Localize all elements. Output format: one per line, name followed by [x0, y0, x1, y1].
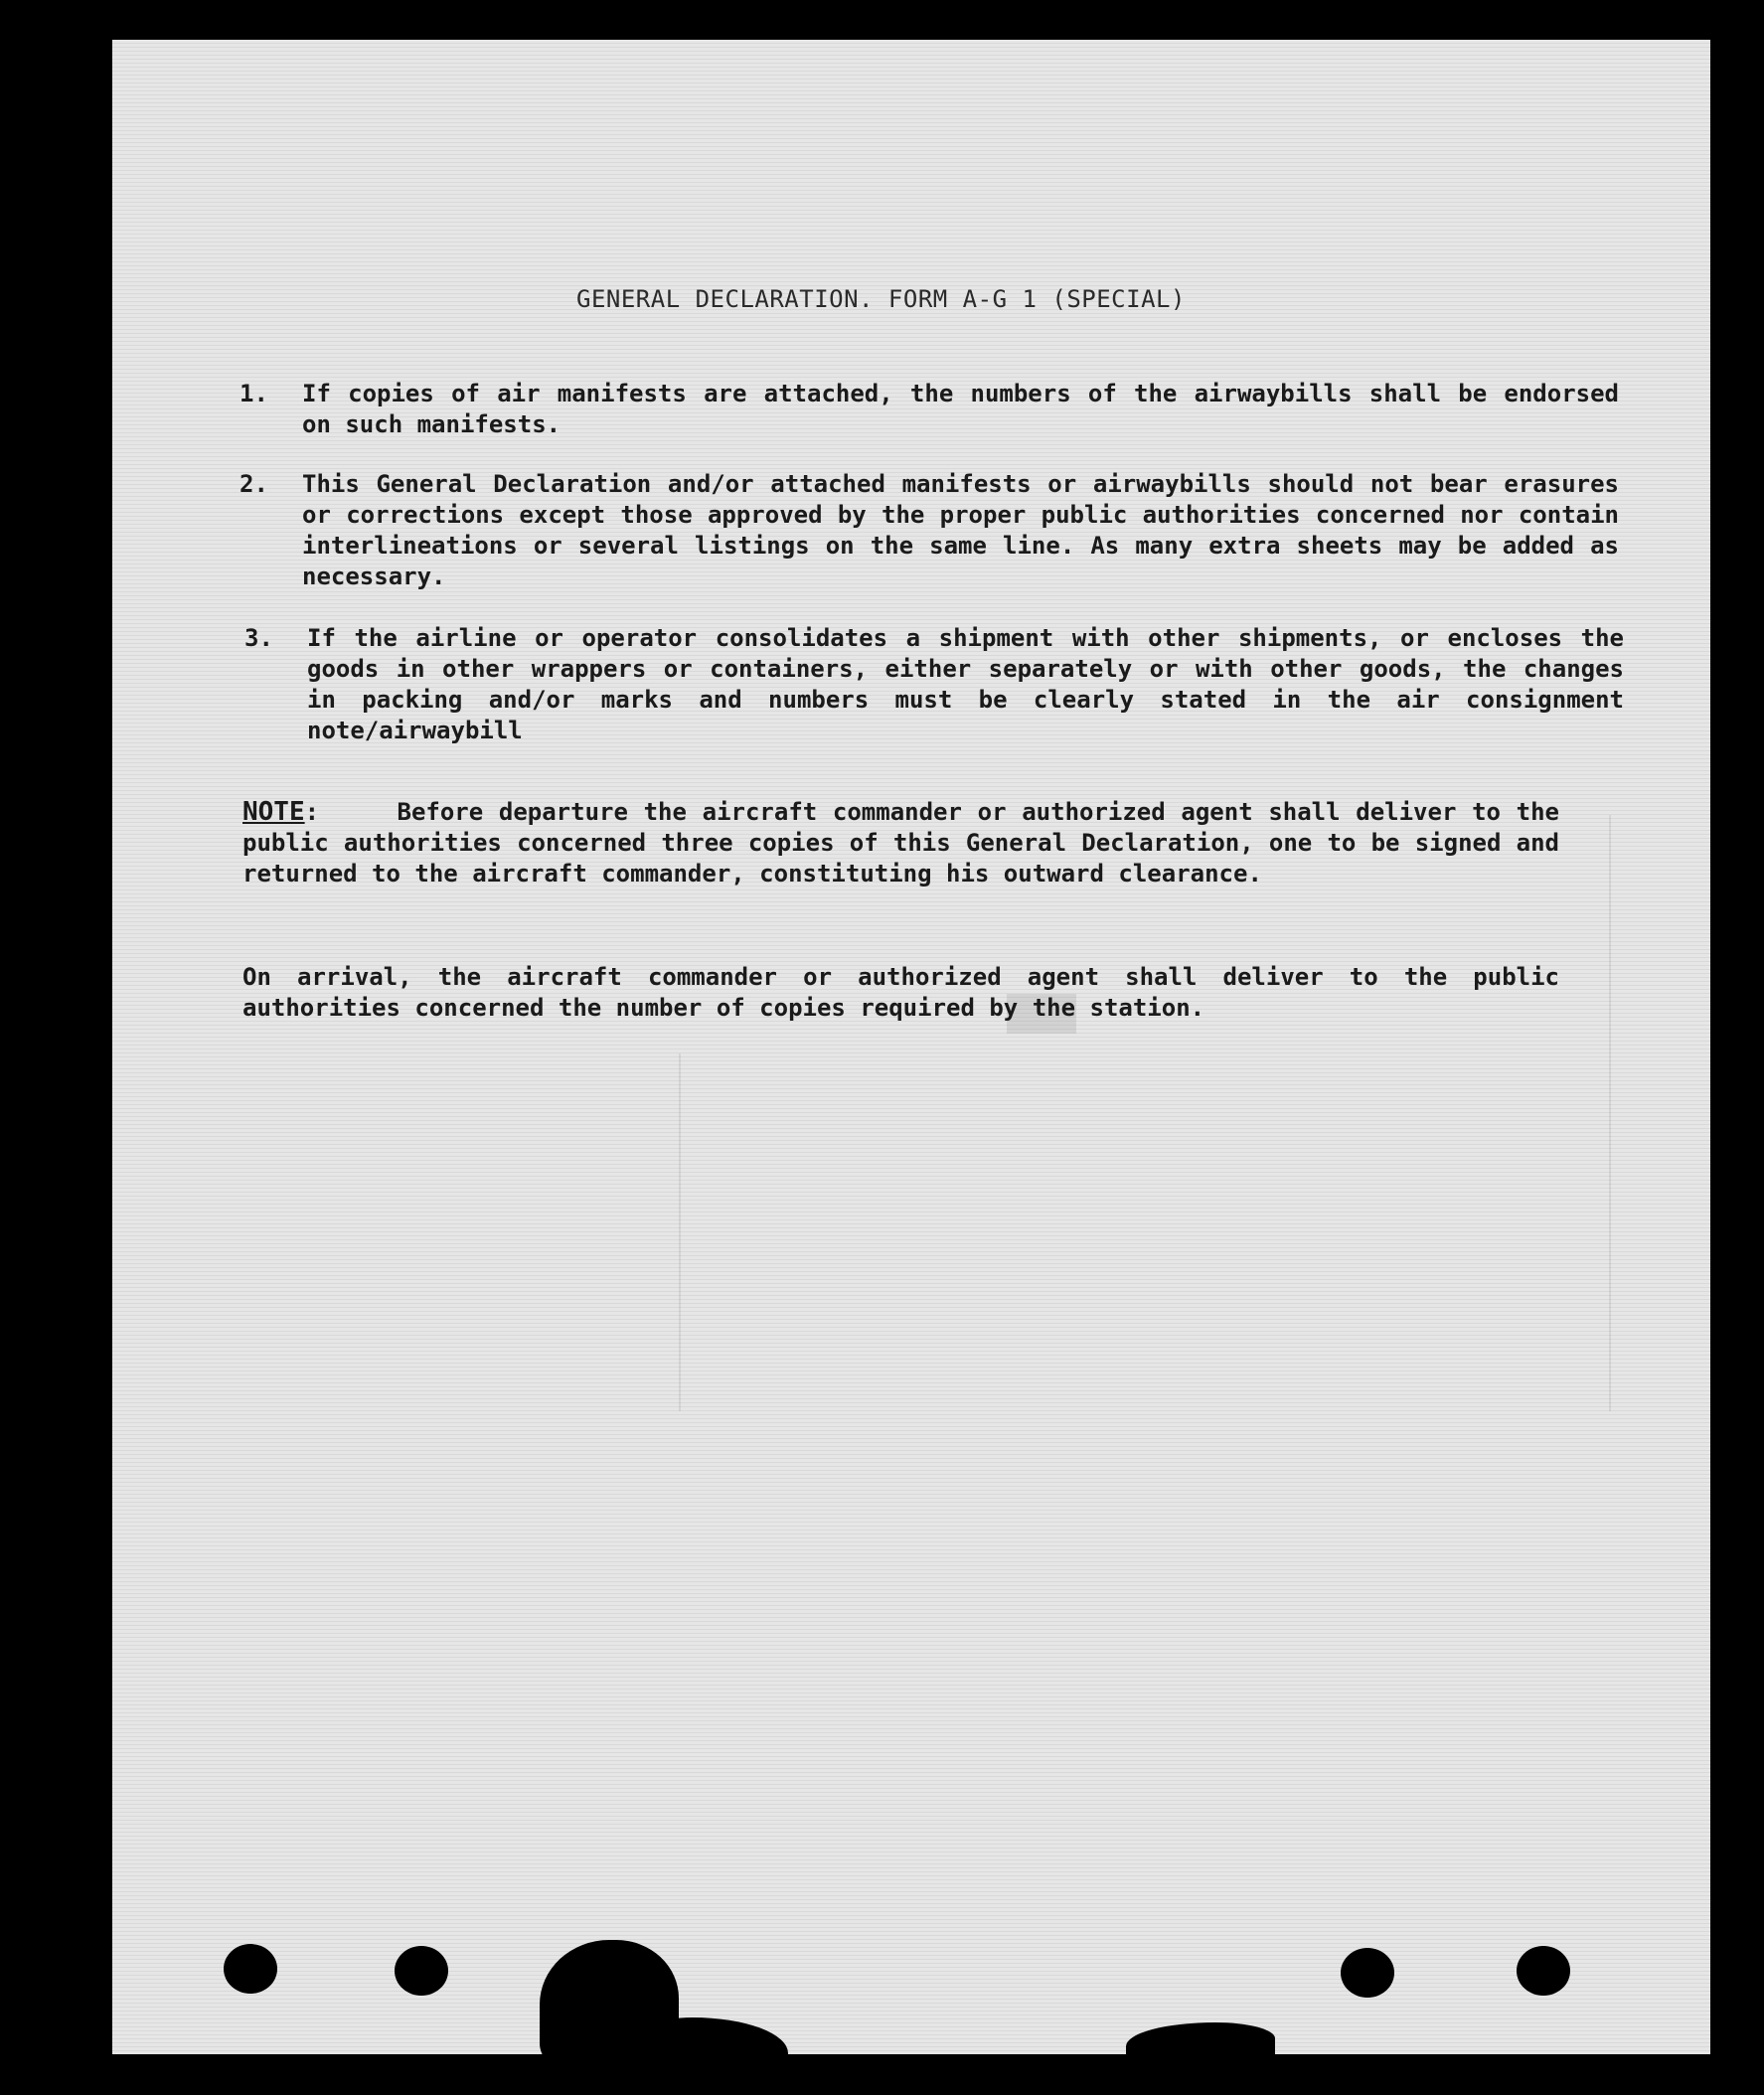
punch-hole [395, 1946, 448, 1996]
list-item-text: If copies of air manifests are attached, the numbers of the airwaybills shall be endorsed on such manifests. [302, 380, 1619, 438]
list-item-number: 1. [240, 380, 268, 407]
note-paragraph [242, 797, 1559, 889]
note-label: NOTE [242, 797, 305, 827]
list-item-text: If the airline or operator consolidates a shipment with other shipments, or encloses the goods in other wrappers or containers, either separately or with other goods, the changes in packing and/or marks and numbers must be clearly stated in the air consignment note/airwaybill [307, 624, 1624, 744]
bleed-through-rule [679, 1053, 681, 1411]
bleed-through-rule [1609, 815, 1611, 1411]
torn-edge [629, 2017, 788, 2054]
punch-hole [1517, 1946, 1570, 1996]
note-text: Before departure the aircraft commander or authorized agent shall deliver to the public authorities concerned three copies of this General Declaration, one to be signed and returned to the aircraft commander, constituting his outward clearance. [242, 798, 1560, 887]
document-page [112, 40, 1710, 2054]
torn-edge [1126, 2022, 1275, 2054]
arrival-text: On arrival, the aircraft commander or authorized agent shall deliver to the public authorities concerned the number of copies required by the station. [242, 963, 1559, 1022]
page-title: GENERAL DECLARATION. FORM A-G 1 (SPECIAL) [576, 285, 1186, 313]
list-item-text: This General Declaration and/or attached manifests or airwaybills should not bear erasures or corrections except those approved by the proper public authorities concerned nor contain interlineations or several listings on the same line. As many extra sheets may be added as necessary. [302, 470, 1619, 590]
punch-hole [1341, 1948, 1394, 1998]
punch-hole [224, 1944, 277, 1994]
list-item-number: 3. [244, 624, 273, 652]
list-item-number: 2. [240, 470, 268, 498]
note-colon: : [304, 798, 320, 826]
arrival-paragraph [242, 962, 1559, 1024]
